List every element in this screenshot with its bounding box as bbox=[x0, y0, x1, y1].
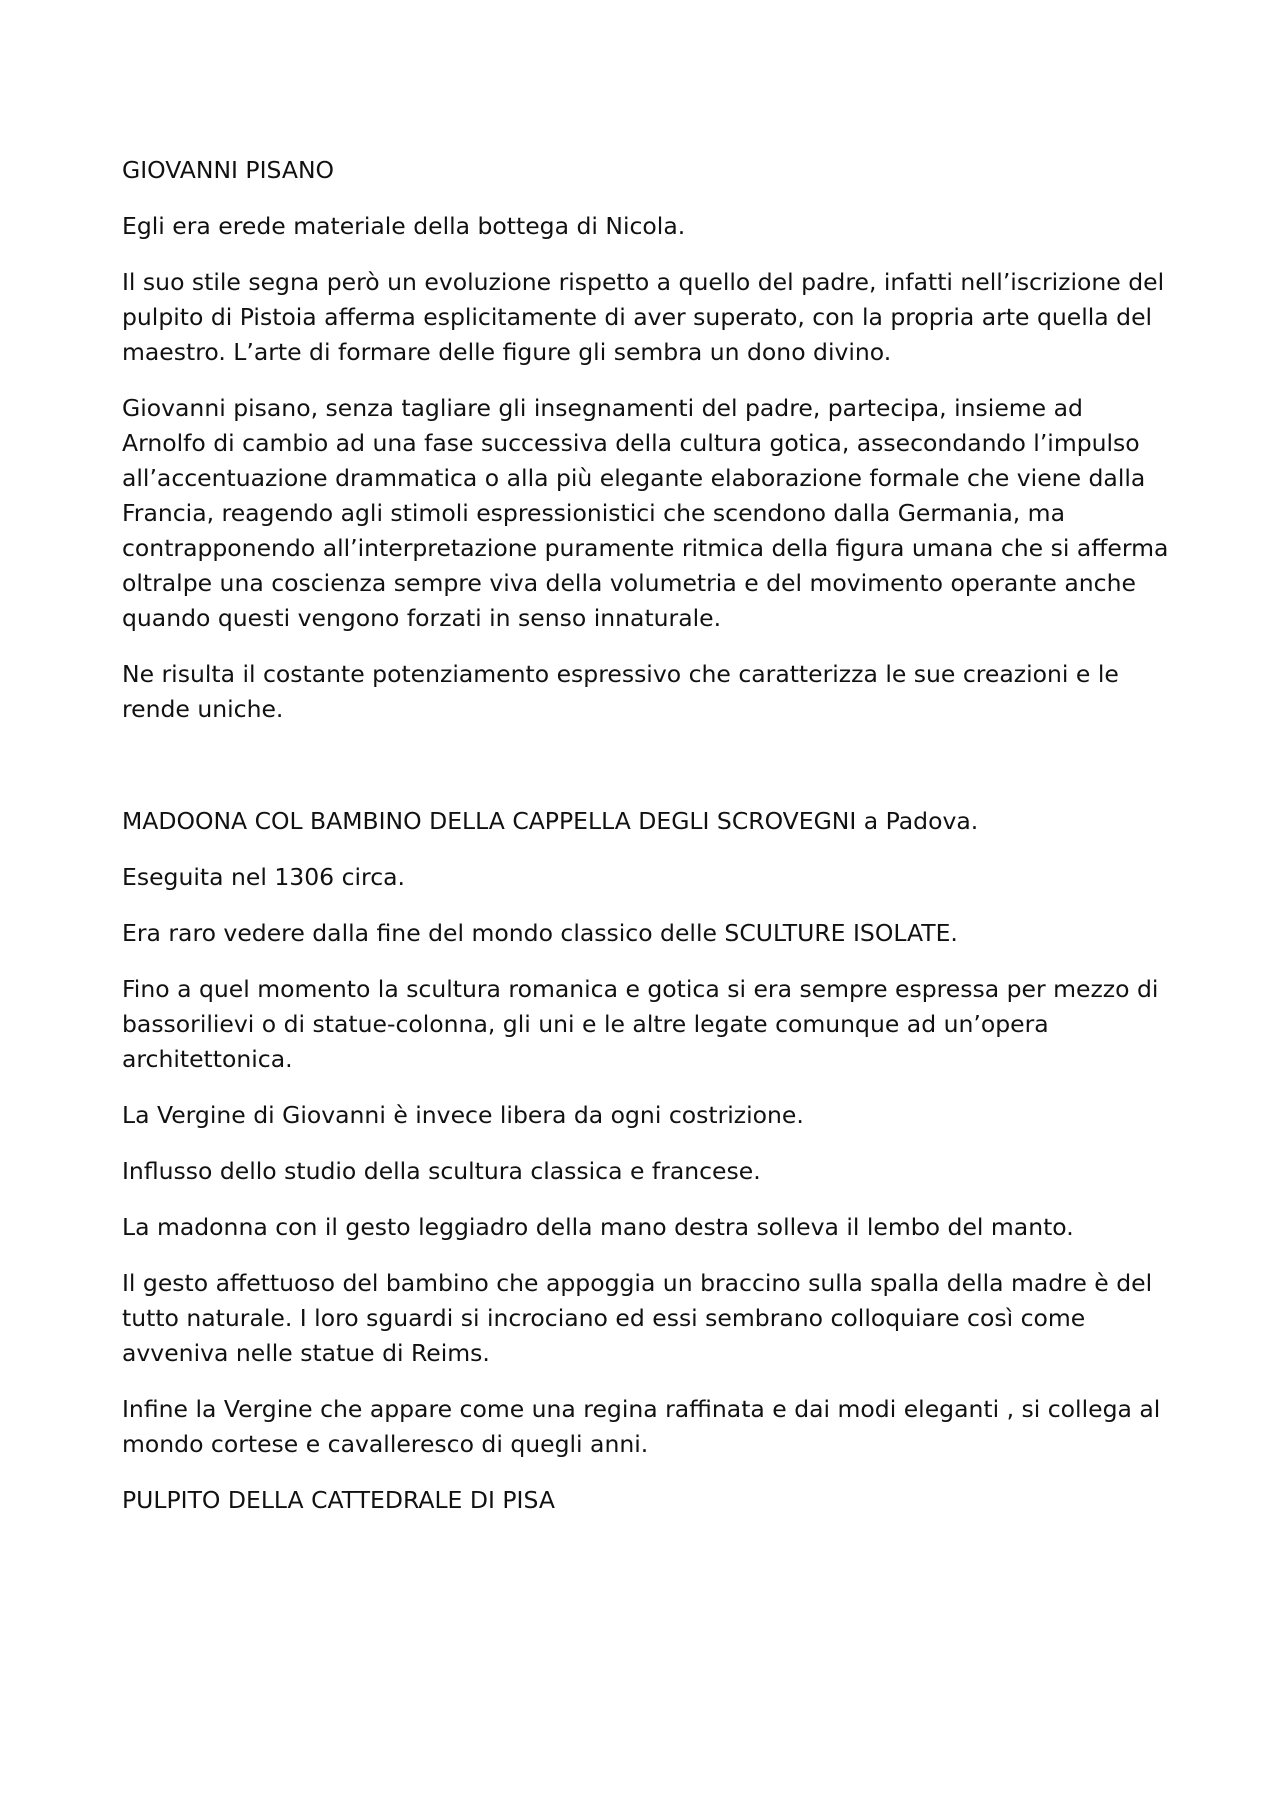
paragraph: La madonna con il gesto leggiadro della mano destra solleva il lembo del manto. bbox=[122, 1213, 1074, 1241]
section-title-pulpito: PULPITO DELLA CATTEDRALE DI PISA bbox=[122, 1486, 555, 1514]
paragraph: Infine la Vergine che appare come una regina raffinata e dai modi eleganti , si collega al mondo cortese e cavalleresco di quegli anni. bbox=[122, 1395, 1161, 1458]
paragraph: Il suo stile segna però un evoluzione rispetto a quello del padre, infatti nell’iscrizione del pulpito di Pistoia afferma esplicitamente di aver superato, con la propria arte quella del maestro. L’arte di formare delle figure gli sembra un dono divino. bbox=[122, 268, 1165, 366]
paragraph: Influsso dello studio della scultura classica e francese. bbox=[122, 1157, 761, 1185]
section-title-giovanni-pisano: GIOVANNI PISANO bbox=[122, 156, 335, 184]
section-title-madonna: MADOONA COL BAMBINO DELLA CAPPELLA DEGLI SCROVEGNI a Padova. bbox=[122, 807, 979, 835]
paragraph: Il gesto affettuoso del bambino che appoggia un braccino sulla spalla della madre è del tutto naturale. I loro sguardi si incrociano ed essi sembrano colloquiare così come avveniva nelle statue di Reims. bbox=[122, 1269, 1153, 1367]
paragraph: Fino a quel momento la scultura romanica e gotica si era sempre espressa per mezzo di bassorilievi o di statue-colonna, gli uni e le altre legate comunque ad un’opera architettonica. bbox=[122, 975, 1159, 1073]
paragraph: Ne risulta il costante potenziamento espressivo che caratterizza le sue creazioni e le rende uniche. bbox=[122, 660, 1119, 723]
section-spacer bbox=[122, 748, 1172, 804]
paragraph: Eseguita nel 1306 circa. bbox=[122, 863, 405, 891]
paragraph: La Vergine di Giovanni è invece libera da ogni costrizione. bbox=[122, 1101, 804, 1129]
paragraph: Era raro vedere dalla fine del mondo classico delle SCULTURE ISOLATE. bbox=[122, 919, 958, 947]
document-page bbox=[122, 153, 1172, 1539]
paragraph: Giovanni pisano, senza tagliare gli insegnamenti del padre, partecipa, insieme ad Arnolfo di cambio ad una fase successiva della cultura gotica, assecondando l’impulso all’accentuazione drammatica o alla più elegante elaborazione formale che viene dalla Francia, reagendo agli stimoli espressionistici che scendono dalla Germania, ma contrapponendo all’interpretazione puramente ritmica della figura umana che si afferma oltralpe una coscienza sempre viva della volumetria e del movimento operante anche quando questi vengono forzati in senso innaturale. bbox=[122, 394, 1169, 632]
paragraph: Egli era erede materiale della bottega di Nicola. bbox=[122, 212, 686, 240]
